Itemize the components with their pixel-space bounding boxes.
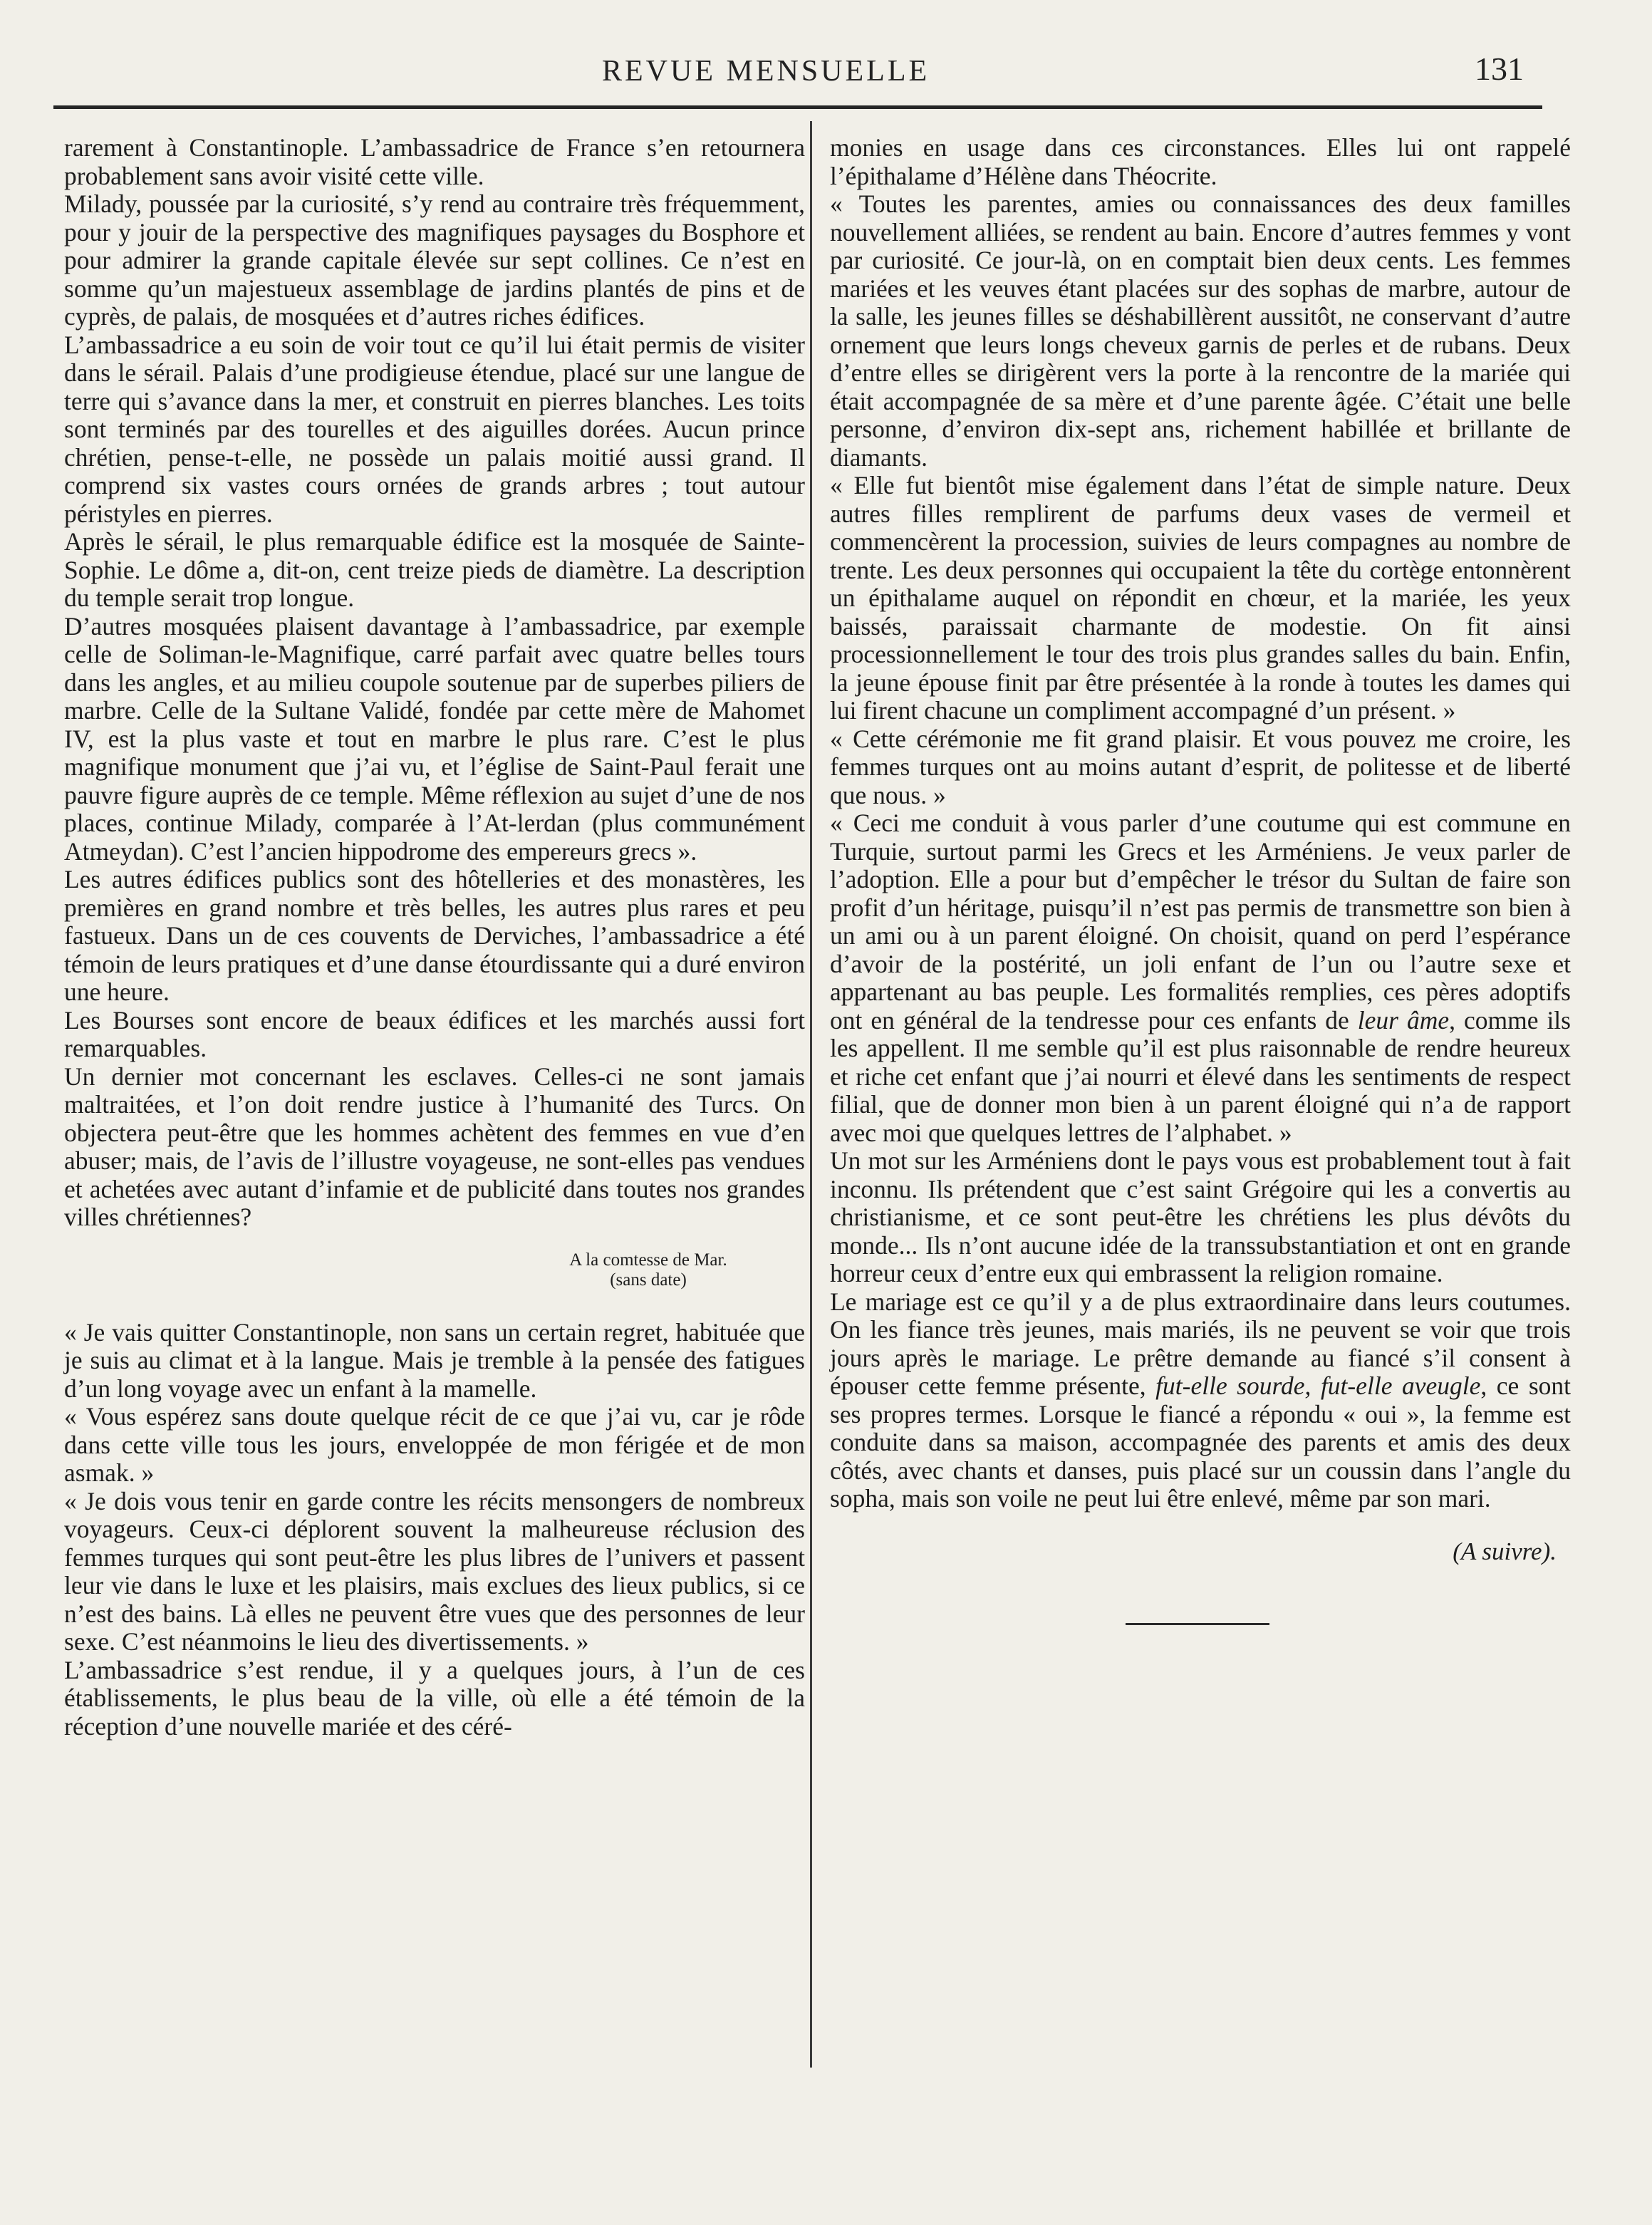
paragraph: « Je dois vous tenir en garde contre les récits mensongers de nombreux voyageurs. Ceux-ci déplorent souvent la malheureuse réclusion des femmes turques qui sont peut-être les plus libres de l’univers et passent leur vie dans le luxe et les plaisirs, mais exclues des lieux publics, si ce n’est des bains. Là elles ne peuvent être vues que des personnes de leur sexe. C’est néanmoins le lieu des divertissements. » [64,1486,805,1656]
header-rule [53,105,1542,109]
italic-phrase: fut-elle sourde, fut-elle aveugle [1155,1371,1481,1400]
text-run: , ce sont ses propres termes. Lorsque le fiancé a répondu « oui », la femme est conduite dans sa maison, accompagnée des parents et amis des deux côtés, avec chants et danses, puis placé sur un coussin dans l’angle du sopha, mais son voile ne peut lui être enlevé, même par son mari. [830,1371,1571,1513]
paragraph: « Je vais quitter Constantinople, non sans un certain regret, habituée que je suis au climat et à la langue. Mais je tremble à la pensée des fatigues d’un long voyage avec un enfant à la mamelle. [64,1317,805,1403]
column-divider [810,121,812,2068]
paragraph: rarement à Constantinople. L’ambassadrice de France s’en retournera probablement sans avoir visité cette ville. [64,133,805,190]
text-run: « Ceci me conduit à vous parler d’une coutume qui est commune en Turquie, surtout parmi les Grecs et les Arméniens. Je veux parler de l’adoption. Elle a pour but d’empêcher le trésor du Sultan de faire son profit d’un héritage, puisqu’il n’est pas permis de transmettre son bien à un ami ou à un parent éloigné. On choisit, quand on perd l’espérance d’avoir de la postérité, un joli enfant de l’un ou l’autre sexe et appartenant au bas peuple. Les formalités remplies, ces pères adoptifs ont en général de la tendresse pour ces enfants de [830,809,1571,1034]
paragraph: « Vous espérez sans doute quelque récit de ce que j’ai vu, car je rôde dans cette ville tous les jours, enveloppée de mon férigée et de mon asmak. » [64,1402,805,1487]
paragraph: Les autres édifices publics sont des hôtelleries et des monastères, les premières en grand nombre et très belles, les autres plus rares et peu fastueux. Dans un de ces couvents de Derviches, l’ambassadrice a été témoin de leurs pratiques et d’une danse étourdissante qui a duré environ une heure. [64,865,805,1006]
letter-date: (sans date) [610,1270,687,1290]
paragraph [830,809,1571,1147]
page-number: 131 [1475,51,1524,87]
letter-heading [64,1250,755,1290]
text-run: Le mariage est ce qu’il y a de plus extraordinaire dans leurs coutumes. On les fiance très jeunes, mais mariés, ils ne peuvent se voir que trois jours après le mariage. Le prêtre demande au fiancé s’il consent à épouser cette femme présente, [830,1287,1571,1400]
letter-recipient: A la comtesse de Mar. [569,1250,727,1270]
paragraph: « Cette cérémonie me fit grand plaisir. Et vous pouvez me croire, les femmes turques ont au moins autant d’esprit, de politesse et de liberté que nous. » [830,724,1571,809]
right-column [830,134,1571,1625]
paragraph: Un dernier mot concernant les esclaves. Celles-ci ne sont jamais maltraitées, et l’on doit rendre justice à l’humanité des Turcs. On objectera peut-être que les hommes achètent des femmes en vue d’en abuser; mais, de l’avis de l’illustre voyageuse, ne sont-elles pas vendues et achetées avec autant d’infamie et de publicité dans toutes nos grandes villes chrétiennes? [64,1062,805,1231]
paragraph: Un mot sur les Arméniens dont le pays vous est probablement tout à fait inconnu. Ils prétendent que c’est saint Grégoire qui les a convertis au christianisme, et ce sont peut-être les chrétiens les plus dévôts du monde... Ils n’ont aucune idée de la transsubstantiation et ont en grande horreur ceux d’entre eux qui embrassent la religion romaine. [830,1146,1571,1287]
to-be-continued: (A suivre). [1453,1537,1557,1565]
running-title: REVUE MENSUELLE [602,55,930,88]
text-run: , comme ils les appellent. Il me semble qu’il est plus raisonnable de rendre heureux et riche cet enfant que j’ai nourri et élevé dans les sentiments de respect filial, que de donner mon bien à un parent éloigné qui n’a de rapport avec moi que quelques lettres de l’alphabet. » [830,1005,1571,1147]
left-column [64,134,805,1741]
end-rule [1126,1623,1269,1625]
paragraph: L’ambassadrice a eu soin de voir tout ce qu’il lui était permis de visiter dans le sérail. Palais d’une prodigieuse étendue, placé sur une langue de terre qui s’avance dans la mer, et construit en pierres blanches. Les toits sont terminés par des tourelles et des aiguilles dorées. Aucun prince chrétien, pense-t-elle, ne possède un palais moitié aussi grand. Il comprend six vastes cours ornées de grands arbres ; tout autour péristyles en pierres. [64,330,805,528]
paragraph: Milady, poussée par la curiosité, s’y rend au contraire très fréquemment, pour y jouir de la perspective des magnifiques paysages du Bosphore et pour admirer la grande capitale élevée sur sept collines. Ce n’est en somme qu’un majestueux assemblage de jardins plantés de pins et de cyprès, de palais, de mosquées et d’autres riches édifices. [64,190,805,331]
paragraph: L’ambassadrice s’est rendue, il y a quelques jours, à l’un de ces établissements, le plus beau de la ville, où elle a été témoin de la réception d’une nouvelle mariée et des céré- [64,1655,805,1741]
paragraph [830,1288,1571,1513]
paragraph: Les Bourses sont encore de beaux édifices et les marchés aussi fort remarquables. [64,1005,805,1062]
paragraph: monies en usage dans ces circonstances. Elles lui ont rappelé l’épithalame d’Hélène dans Théocrite. [830,133,1571,190]
paragraph: « Toutes les parentes, amies ou connaissances des deux familles nouvellement alliées, se rendent au bain. Encore d’autres femmes y vont par curiosité. Ce jour-là, on en comptait bien deux cents. Les femmes mariées et les veuves étant placées sur des sophas de marbre, autour de la salle, les jeunes filles se déshabillèrent aussitôt, ne conservant d’autre ornement que leurs longs cheveux garnis de perles et de rubans. Deux d’entre elles se dirigèrent vers la porte à la rencontre de la mariée qui était accompagnée de sa mère et d’une parente âgée. C’était une belle personne, d’environ dix-sept ans, richement habillée et brillante de diamants. [830,190,1571,472]
paragraph: D’autres mosquées plaisent davantage à l’ambassadrice, par exemple celle de Soliman-le-Magnifique, carré parfait avec quatre belles tours dans les angles, et au milieu coupole soutenue par de superbes piliers de marbre. Celle de la Sultane Validé, fondée par cette mère de Mahomet IV, est la plus vaste et tout en marbre le plus rare. C’est le plus magnifique monument que j’ai vu, et l’église de Saint-Paul ferait une pauvre figure auprès de ce temple. Même réflexion au sujet d’une de nos places, continue Milady, comparée à l’At-lerdan (plus communément Atmeydan). C’est l’ancien hippodrome des empereurs grecs ». [64,611,805,866]
page-header [0,0,1652,114]
paragraph: « Elle fut bientôt mise également dans l’état de simple nature. Deux autres filles remplirent de parfums deux vases de vermeil et commencèrent la procession, suivies de leurs compagnes au nombre de trente. Les deux personnes qui occupaient la tête du cortège entonnèrent un épithalame auquel on répondit en chœur, et la mariée, les yeux baissés, paraissait charmante de modestie. On fit ainsi processionnellement le tour des trois plus grandes salles du bain. Enfin, la jeune épouse finit par être présentée à la ronde à toutes les dames qui lui firent chacune un compliment accompagné d’un présent. » [830,471,1571,725]
paragraph: Après le sérail, le plus remarquable édifice est la mosquée de Sainte-Sophie. Le dôme a, dit-on, cent treize pieds de diamètre. La description du temple serait trop longue. [64,527,805,612]
italic-phrase: leur âme [1357,1005,1450,1034]
